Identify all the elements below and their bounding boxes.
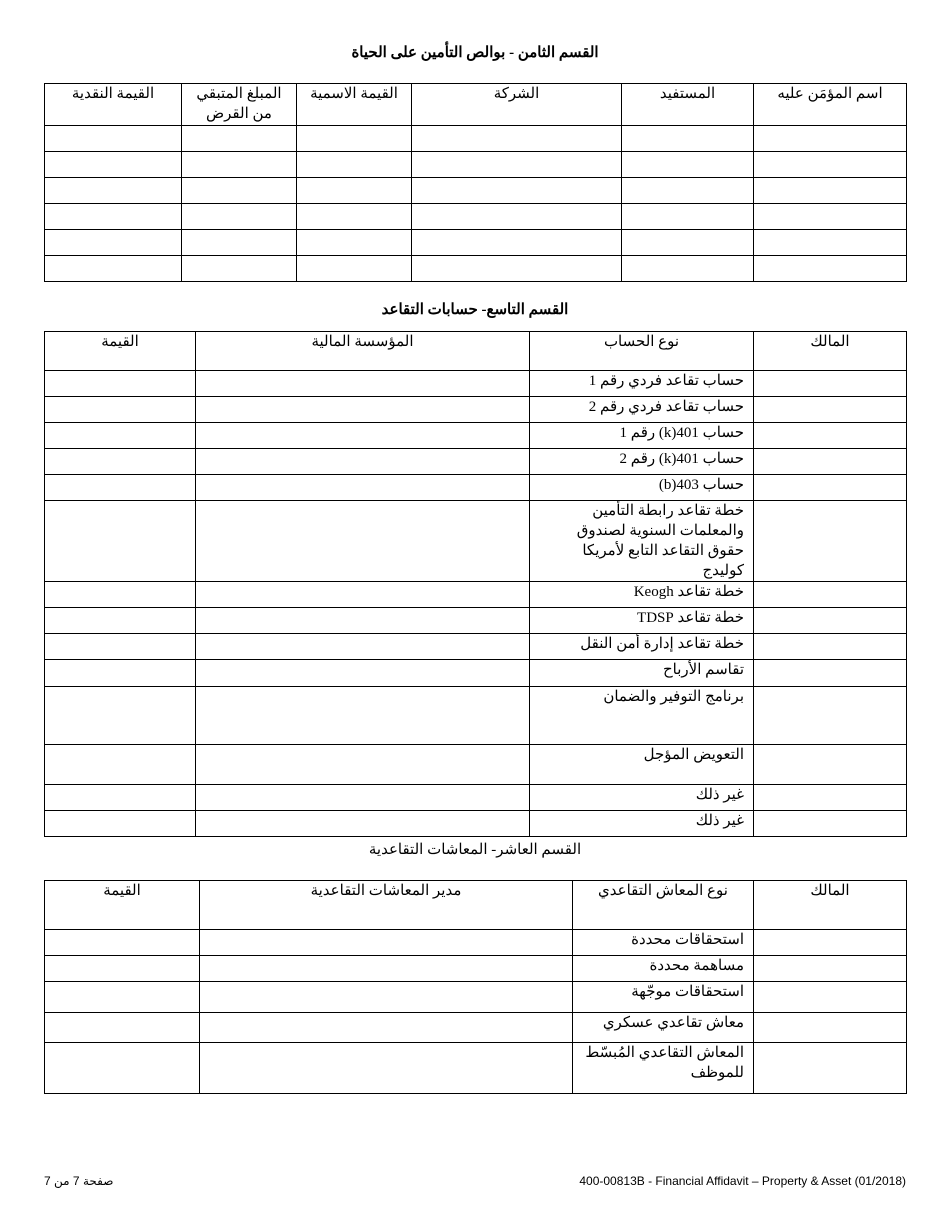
institution-cell[interactable] <box>196 582 530 608</box>
account-type-label: حساب تقاعد فردي رقم 1 <box>530 371 754 397</box>
insured-cell[interactable] <box>754 126 907 152</box>
table-row <box>45 126 907 152</box>
cash-value-cell[interactable] <box>45 256 182 282</box>
value-cell[interactable] <box>45 397 196 423</box>
account-type-label: خطة تقاعد إدارة أمن النقل <box>530 634 754 660</box>
table-row <box>45 687 907 745</box>
header-account-type: نوع الحساب <box>530 332 754 371</box>
institution-cell[interactable] <box>196 660 530 687</box>
company-cell[interactable] <box>412 230 622 256</box>
value-cell[interactable] <box>45 371 196 397</box>
table-header-row <box>45 881 907 930</box>
beneficiary-cell[interactable] <box>622 178 754 204</box>
table-row <box>45 371 907 397</box>
beneficiary-cell[interactable] <box>622 152 754 178</box>
owner-cell[interactable] <box>754 1043 907 1094</box>
account-type-label: حساب 401(k) رقم 2 <box>530 449 754 475</box>
header-financial-institution: المؤسسة المالية <box>196 332 530 371</box>
section-8-title: القسم الثامن - بوالص التأمين على الحياة <box>351 45 599 61</box>
table-row <box>45 449 907 475</box>
account-type-label: تقاسم الأرباح <box>530 660 754 687</box>
administrator-cell[interactable] <box>200 956 573 982</box>
header-beneficiary: المستفيد <box>622 84 754 126</box>
table-row <box>45 634 907 660</box>
company-cell[interactable] <box>412 126 622 152</box>
account-type-label: خطة تقاعد Keogh <box>530 582 754 608</box>
cash-value-cell[interactable] <box>45 152 182 178</box>
pension-type-label: استحقاقات موجّهة <box>573 982 754 1013</box>
pension-type-label: معاش تقاعدي عسكري <box>573 1013 754 1043</box>
account-type-label: خطة تقاعد رابطة التأمين والمعلمات السنوية لصندوق حقوق التقاعد التابع لأمريكا كوليدج <box>530 501 754 582</box>
institution-cell[interactable] <box>196 608 530 634</box>
insured-cell[interactable] <box>754 152 907 178</box>
loan-balance-cell[interactable] <box>182 126 297 152</box>
table-row <box>45 956 907 982</box>
owner-cell[interactable] <box>754 1013 907 1043</box>
beneficiary-cell[interactable] <box>622 204 754 230</box>
account-type-label: حساب 403(b) <box>530 475 754 501</box>
owner-cell[interactable] <box>754 687 907 745</box>
table-header-row <box>45 332 907 371</box>
table-row <box>45 475 907 501</box>
cash-value-cell[interactable] <box>45 230 182 256</box>
owner-cell[interactable] <box>754 608 907 634</box>
beneficiary-cell[interactable] <box>622 126 754 152</box>
table-row <box>45 204 907 230</box>
loan-balance-cell[interactable] <box>182 152 297 178</box>
value-cell[interactable] <box>45 475 196 501</box>
value-cell[interactable] <box>45 687 196 745</box>
owner-cell[interactable] <box>754 660 907 687</box>
insured-cell[interactable] <box>754 178 907 204</box>
company-cell[interactable] <box>412 152 622 178</box>
owner-cell[interactable] <box>754 811 907 837</box>
section-9-title: القسم التاسع- حسابات التقاعد <box>381 302 569 318</box>
face-value-cell[interactable] <box>297 178 412 204</box>
cash-value-cell[interactable] <box>45 204 182 230</box>
cash-value-cell[interactable] <box>45 178 182 204</box>
owner-cell[interactable] <box>754 475 907 501</box>
value-cell[interactable] <box>45 423 196 449</box>
company-cell[interactable] <box>412 178 622 204</box>
institution-cell[interactable] <box>196 687 530 745</box>
account-type-label: حساب 401(k) رقم 1 <box>530 423 754 449</box>
header-value: القيمة <box>45 881 200 930</box>
institution-cell[interactable] <box>196 634 530 660</box>
face-value-cell[interactable] <box>297 152 412 178</box>
table-row <box>45 811 907 837</box>
beneficiary-cell[interactable] <box>622 230 754 256</box>
company-cell[interactable] <box>412 204 622 230</box>
value-cell[interactable] <box>45 660 196 687</box>
account-type-label: حساب تقاعد فردي رقم 2 <box>530 397 754 423</box>
pensions-table <box>44 880 907 1094</box>
table-row <box>45 230 907 256</box>
table-row <box>45 1043 907 1094</box>
face-value-cell[interactable] <box>297 230 412 256</box>
insured-cell[interactable] <box>754 230 907 256</box>
table-row <box>45 178 907 204</box>
institution-cell[interactable] <box>196 501 530 582</box>
table-row <box>45 660 907 687</box>
page-number: صفحة 7 من 7 <box>44 1174 114 1188</box>
insured-cell[interactable] <box>754 204 907 230</box>
header-insured-name: اسم المؤمَن عليه <box>754 84 907 126</box>
administrator-cell[interactable] <box>200 930 573 956</box>
account-type-label: غير ذلك <box>530 785 754 811</box>
retirement-accounts-table <box>44 331 907 837</box>
face-value-cell[interactable] <box>297 256 412 282</box>
owner-cell[interactable] <box>754 501 907 582</box>
owner-cell[interactable] <box>754 397 907 423</box>
institution-cell[interactable] <box>196 397 530 423</box>
value-cell[interactable] <box>45 1043 200 1094</box>
section-10-title: القسم العاشر- المعاشات التقاعدية <box>368 842 582 858</box>
owner-cell[interactable] <box>754 785 907 811</box>
institution-cell[interactable] <box>196 745 530 785</box>
header-company: الشركة <box>412 84 622 126</box>
administrator-cell[interactable] <box>200 1013 573 1043</box>
administrator-cell[interactable] <box>200 982 573 1013</box>
owner-cell[interactable] <box>754 371 907 397</box>
header-owner: المالك <box>754 881 907 930</box>
table-header-row <box>45 84 907 126</box>
owner-cell[interactable] <box>754 634 907 660</box>
owner-cell[interactable] <box>754 582 907 608</box>
table-row <box>45 423 907 449</box>
owner-cell[interactable] <box>754 930 907 956</box>
loan-balance-cell[interactable] <box>182 204 297 230</box>
header-owner: المالك <box>754 332 907 371</box>
institution-cell[interactable] <box>196 811 530 837</box>
value-cell[interactable] <box>45 634 196 660</box>
administrator-cell[interactable] <box>200 1043 573 1094</box>
institution-cell[interactable] <box>196 423 530 449</box>
value-cell[interactable] <box>45 785 196 811</box>
table-row <box>45 930 907 956</box>
table-row <box>45 501 907 582</box>
insured-cell[interactable] <box>754 256 907 282</box>
value-cell[interactable] <box>45 811 196 837</box>
owner-cell[interactable] <box>754 745 907 785</box>
value-cell[interactable] <box>45 501 196 582</box>
value-cell[interactable] <box>45 608 196 634</box>
table-row <box>45 256 907 282</box>
owner-cell[interactable] <box>754 956 907 982</box>
pension-type-label: مساهمة محددة <box>573 956 754 982</box>
institution-cell[interactable] <box>196 371 530 397</box>
table-row <box>45 582 907 608</box>
company-cell[interactable] <box>412 256 622 282</box>
account-type-label: برنامج التوفير والضمان <box>530 687 754 745</box>
owner-cell[interactable] <box>754 423 907 449</box>
table-row <box>45 1013 907 1043</box>
pension-type-label: المعاش التقاعدي المُبسّط للموظف <box>573 1043 754 1094</box>
header-face-value: القيمة الاسمية <box>297 84 412 126</box>
table-row <box>45 152 907 178</box>
header-pension-administrator: مدير المعاشات التقاعدية <box>200 881 573 930</box>
table-row <box>45 397 907 423</box>
value-cell[interactable] <box>45 582 196 608</box>
cash-value-cell[interactable] <box>45 126 182 152</box>
loan-balance-cell[interactable] <box>182 178 297 204</box>
table-row <box>45 982 907 1013</box>
institution-cell[interactable] <box>196 449 530 475</box>
value-cell[interactable] <box>45 449 196 475</box>
form-identifier: 400-00813B - Financial Affidavit – Property & Asset (01/2018) <box>579 1174 906 1188</box>
institution-cell[interactable] <box>196 785 530 811</box>
owner-cell[interactable] <box>754 449 907 475</box>
header-loan-balance: المبلغ المتبقي من القرض <box>182 84 297 126</box>
value-cell[interactable] <box>45 982 200 1013</box>
beneficiary-cell[interactable] <box>622 256 754 282</box>
value-cell[interactable] <box>45 1013 200 1043</box>
table-row <box>45 785 907 811</box>
life-insurance-table <box>44 83 907 282</box>
header-value: القيمة <box>45 332 196 371</box>
value-cell[interactable] <box>45 745 196 785</box>
table-row <box>45 745 907 785</box>
account-type-label: خطة تقاعد TDSP <box>530 608 754 634</box>
loan-balance-cell[interactable] <box>182 230 297 256</box>
institution-cell[interactable] <box>196 475 530 501</box>
value-cell[interactable] <box>45 930 200 956</box>
value-cell[interactable] <box>45 956 200 982</box>
table-row <box>45 608 907 634</box>
pension-type-label: استحقاقات محددة <box>573 930 754 956</box>
header-cash-value: القيمة النقدية <box>45 84 182 126</box>
account-type-label: التعويض المؤجل <box>530 745 754 785</box>
face-value-cell[interactable] <box>297 204 412 230</box>
face-value-cell[interactable] <box>297 126 412 152</box>
owner-cell[interactable] <box>754 982 907 1013</box>
account-type-label: غير ذلك <box>530 811 754 837</box>
header-pension-type: نوع المعاش التقاعدي <box>573 881 754 930</box>
loan-balance-cell[interactable] <box>182 256 297 282</box>
